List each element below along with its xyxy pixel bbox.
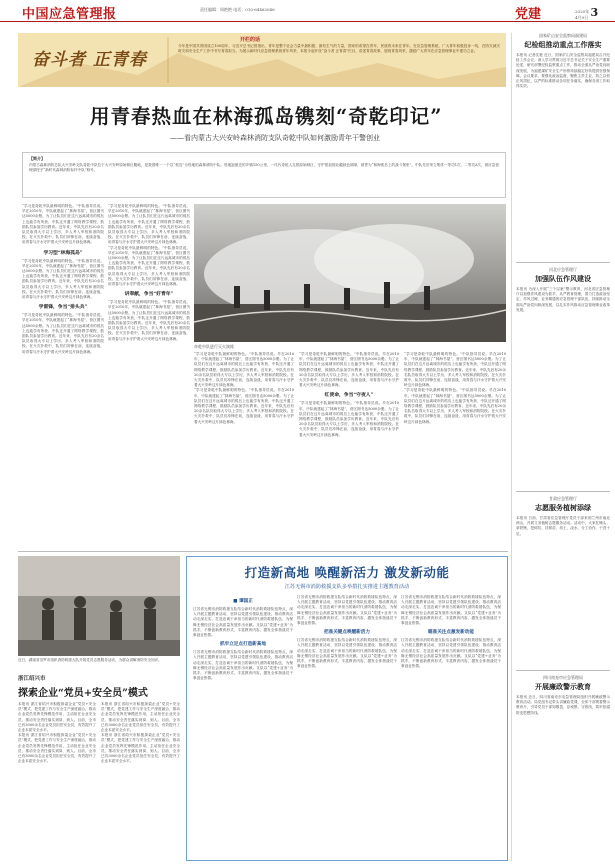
- bottom-headline: 探索企业“党员+安全员”模式: [18, 688, 148, 699]
- lead-headline: 用青春热血在林海孤岛镌刻“奇乾印记”: [90, 105, 443, 128]
- bottom-body-text: 本报讯 浙江省绍兴市积极探索企业“党员+安全员”模式，把党建工作与安全生产深度融合，推动企业党员发挥先锋模范作用，主动担任企业安全员，推动安全责任落实到岗、到人。目前，全市已有3000余名企业党员担任安全员，有效提升了企业本质安全水平。: [101, 733, 180, 764]
- sidebar-text: 本报讯 记者沈艳 近日，国家矿山安全监察局福建局召开纪检工作会议，深入学习贯彻习近平总书记关于安全生产重要论述，研究部署纪检监察重点工作，推动全面从严治党向纵深发展，为福建煤矿安全生产形势持续稳定好转提供坚强保障。会议要求，要强化政治监督，聚焦主责主业，持之以恒正风肃纪，以严的标准推动各项任务落实，确保各项工作取得实效。: [516, 53, 610, 89]
- volunteer-activity-image: [18, 556, 180, 656]
- bottom-column-2: [101, 702, 180, 860]
- lead-body-text: “学习是奇乾中队最鲜明的特色。”中队指导员说。早在2010年，中队就建起了“林海书屋”，营区图书达5000余册。为了让队员们在这片远离城市的孤岛上也能学有所获，中队还开通了网络教学课程，鼓励队员参加学历教育。近年来，中队先后有20余名队员取得大专以上学历，多人考入军校和消防院校。在火灾扑救中，队员们冲锋在前，连续奋战，用青春与汗水守护着大兴安岭这片绿色林海。: [404, 388, 506, 424]
- section-name: 党建: [515, 7, 542, 22]
- sidebar-story: [516, 675, 610, 861]
- sidebar-kicker: 国家矿山安全监察局福建局: [539, 33, 587, 38]
- bottom-kicker: 浙江绍兴市: [18, 676, 46, 682]
- page-number: 3: [590, 6, 599, 19]
- sidebar-story: [516, 267, 610, 487]
- feature-body-text: 江苏省无锡市消防救援支队结合新时代消防救援队伍特点，深入开展主题教育活动，坚持以党建引领队伍建设，推动教育活动走深走实，打造忠诚干净担当的新时代消防救援队伍，为保障无锡经济社会高质量发展作出贡献。支队以“党建+业务”为抓手，不断创新教育形式，丰富教育内容，激发全体指战员干事创业热情。: [297, 638, 397, 669]
- lead-column-5: [404, 352, 506, 548]
- section-divider: [18, 551, 508, 552]
- lead-subtitle: 学习型“林海孤岛”: [43, 249, 83, 256]
- feature-subtitle: 抓牢立足点打造新高地: [220, 642, 266, 648]
- summary-box: [22, 152, 506, 198]
- lead-body-text: “学习是奇乾中队最鲜明的特色。”中队指导员说。早在2010年，中队就建起了“林海书屋”，营区图书达5000余册。为了让队员们在这片远离城市的孤岛上也能学有所获，中队还开通了网络教学课程，鼓励队员参加学历教育。近年来，中队先后有20余名队员取得大专以上学历，多人考入军校和消防院校。在火灾扑救中，队员们冲锋在前，连续奋战，用青春与汗水守护着大兴安岭这片绿色林海。: [404, 352, 506, 388]
- column-title: 奋斗者 正青春: [32, 50, 147, 70]
- feature-headline: 打造新高地 唤醒新活力 激发新动能: [244, 565, 450, 580]
- bottom-body-text: 本报讯 浙江省绍兴市积极探索企业“党员+安全员”模式，把党建工作与安全生产深度融合，推动企业党员发挥先锋模范作用，主动担任企业安全员，推动安全责任落实到岗、到人。目前，全市已有3000余名企业党员担任安全员，有效提升了企业本质安全水平。: [18, 733, 96, 764]
- sidebar-story: [516, 33, 610, 258]
- column-intro: 今年是中国共青团成立100周年，习近平总书记曾指出，青年是整个社会力量中最积极、最有生气的力量，国家的希望在青年，民族的未来在青年。在应急管理系统，广大青年积极投身一线，在防灾减灾救灾和安全生产工作中书写青春担当。为展示新时代应急管理系统青年风采，本报今起开设“奋斗者 正青春”栏目，讲述青春故事，展现青春风采，激励广大青年在应急管理事业中建功立业。: [178, 44, 500, 54]
- sidebar-text: 本报讯 近日，四川省南充市应急管理局组织开展廉政警示教育活动。局党组书记带头讲廉政党课，全体干部观看警示教育片，引导党员干部知敬畏、存戒惧、守底线，筑牢拒腐防变思想防线。: [516, 695, 610, 715]
- sidebar-title: 开展廉政警示教育: [535, 682, 591, 691]
- lead-body-text: “学习是奇乾中队最鲜明的特色。”中队指导员说。早在2010年，中队就建起了“林海书屋”，营区图书达5000余册。为了让队员们在这片远离城市的孤岛上也能学有所获，中队还开通了网络教学课程，鼓励队员参加学历教育。近年来，中队先后有20余名队员取得大专以上学历，多人考入军校和消防院校。在火灾扑救中，队员们冲锋在前，连续奋战，用青春与汗水守护着大兴安岭这片绿色林海。: [22, 258, 104, 300]
- sidebar-divider: [516, 670, 610, 671]
- sidebar-divider: [516, 491, 610, 492]
- lead-body-text: “学习是奇乾中队最鲜明的特色。”中队指导员说。早在2010年，中队就建起了“林海书屋”，营区图书达5000余册。为了让队员们在这片远离城市的孤岛上也能学有所获，中队还开通了网络教学课程，鼓励队员参加学历教育。近年来，中队先后有20余名队员取得大专以上学历，多人考入军校和消防院校。在火灾扑救中，队员们冲锋在前，连续奋战，用青春与汗水守护着大兴安岭这片绿色林海。: [299, 352, 399, 388]
- lead-body-text: “学习是奇乾中队最鲜明的特色。”中队指导员说。早在2010年，中队就建起了“林海书屋”，营区图书达5000余册。为了让队员们在这片远离城市的孤岛上也能学有所获，中队还开通了网络教学课程，鼓励队员参加学历教育。近年来，中队先后有20余名队员取得大专以上学历，多人考入军校和消防院校。在火灾扑救中，队员们冲锋在前，连续奋战，用青春与汗水守护着大兴安岭这片绿色林海。: [22, 313, 104, 354]
- lead-body-text: “学习是奇乾中队最鲜明的特色。”中队指导员说。早在2010年，中队就建起了“林海书屋”，营区图书达5000余册。为了让队员们在这片远离城市的孤岛上也能学有所获，中队还开通了网络教学课程，鼓励队员参加学历教育。近年来，中队先后有20余名队员取得大专以上学历，多人考入军校和消防院校。在火灾扑救中，队员们冲锋在前，连续奋战，用青春与汗水守护着大兴安岭这片绿色林海。: [108, 204, 190, 245]
- lead-body-text: “学习是奇乾中队最鲜明的特色。”中队指导员说。早在2010年，中队就建起了“林海书屋”，营区图书达5000余册。为了让队员们在这片远离城市的孤岛上也能学有所获，中队还开通了网络教学课程，鼓励队员参加学历教育。近年来，中队先后有20余名队员取得大专以上学历，多人考入军校和消防院校。在火灾扑救中，队员们冲锋在前，连续奋战，用青春与汗水守护着大兴安岭这片绿色林海。: [194, 352, 294, 388]
- lead-subtitle: 讲奉献，争当“好青年”: [124, 291, 174, 298]
- summary-label: 【简介】: [29, 156, 45, 161]
- feature-subhead: 江苏无锡市消防救援支队多举措扎实推进主题教育活动: [284, 584, 410, 590]
- page-number-block: [575, 6, 598, 21]
- firefighting-drill-image: [194, 204, 506, 342]
- lead-subtitle: 学雷锋，争当“排头兵”: [38, 304, 88, 311]
- sidebar-kicker: 河北应急管理厅: [549, 267, 577, 272]
- editor-info: 责任编辑：周艳艳 电话：010-64463046: [200, 7, 275, 12]
- lead-column-2: [108, 204, 190, 544]
- feature-body-text: 江苏省无锡市消防救援支队结合新时代消防救援队伍特点，深入开展主题教育活动，坚持以党建引领队伍建设，推动教育活动走深走实，打造忠诚干净担当的新时代消防救援队伍，为保障无锡经济社会高质量发展作出贡献。支队以“党建+业务”为抓手，不断创新教育形式，丰富教育内容，激发全体指战员干事创业热情。: [193, 607, 293, 638]
- lead-subtitle: 红使命，争当“守夜人”: [324, 392, 374, 399]
- lead-column-1: [22, 204, 104, 544]
- lead-column-3: [194, 352, 294, 548]
- feature-body-text: 江苏省无锡市消防救援支队结合新时代消防救援队伍特点，深入开展主题教育活动，坚持以党建引领队伍建设，推动教育活动走深走实，打造忠诚干净担当的新时代消防救援队伍，为保障无锡经济社会高质量发展作出贡献。支队以“党建+业务”为抓手，不断创新教育形式，丰富教育内容，激发全体指战员干事创业热情。: [193, 650, 293, 681]
- lead-column-4: [299, 352, 399, 548]
- sidebar-kicker: 甘肃应急管理厅: [549, 496, 577, 501]
- feature-column-3: [401, 595, 501, 857]
- feature-body-text: 江苏省无锡市消防救援支队结合新时代消防救援队伍特点，深入开展主题教育活动，坚持以党建引领队伍建设，推动教育活动走深走实，打造忠诚干净担当的新时代消防救援队伍，为保障无锡经济社会高质量发展作出贡献。支队以“党建+业务”为抓手，不断创新教育形式，丰富教育内容，激发全体指战员干事创业热情。: [297, 595, 397, 626]
- feature-subtitle: 把准关键点唤醒新活力: [324, 630, 370, 636]
- masthead: [0, 0, 615, 22]
- lead-body-text: “学习是奇乾中队最鲜明的特色。”中队指导员说。早在2010年，中队就建起了“林海书屋”，营区图书达5000余册。为了让队员们在这片远离城市的孤岛上也能学有所获，中队还开通了网络教学课程，鼓励队员参加学历教育。近年来，中队先后有20余名队员取得大专以上学历，多人考入军校和消防院校。在火灾扑救中，队员们冲锋在前，连续奋战，用青春与汗水守护着大兴安岭这片绿色林海。: [194, 388, 294, 424]
- sidebar-story: [516, 496, 610, 666]
- bottom-photo: [18, 556, 180, 656]
- feature-column-2: [297, 595, 397, 857]
- feature-body-text: 江苏省无锡市消防救援支队结合新时代消防救援队伍特点，深入开展主题教育活动，坚持以党建引领队伍建设，推动教育活动走深走实，打造忠诚干净担当的新时代消防救援队伍，为保障无锡经济社会高质量发展作出贡献。支队以“党建+业务”为抓手，不断创新教育形式，丰富教育内容，激发全体指战员干事创业热情。: [401, 638, 501, 669]
- newspaper-logo: 中国应急管理报: [22, 7, 117, 22]
- sidebar-text: 本报讯 为深入开展“三个以案”警示教育，河北省应急管理厅以加强作风建设为抓手，从严教育管理，着力打造政治坚定、作风过硬、业务精通的应急管理干部队伍，持续推动全面从严治党向纵深发展，以扎实作风推动应急管理事业改革发展。: [516, 287, 610, 312]
- lead-body-text: “学习是奇乾中队最鲜明的特色。”中队指导员说。早在2010年，中队就建起了“林海书屋”，营区图书达5000余册。为了让队员们在这片远离城市的孤岛上也能学有所获，中队还开通了网络教学课程，鼓励队员参加学历教育。近年来，中队先后有20余名队员取得大专以上学历，多人考入军校和消防院校。在火灾扑救中，队员们冲锋在前，连续奋战，用青春与汗水守护着大兴安岭这片绿色林海。: [108, 300, 190, 341]
- sidebar-text: 本报讯 日前，甘肃省应急管理厅党员干部来到兰州市南北两山，开展义务植树志愿服务活动。活动中，大家扛锄头、拿铁锹、挖树坑、扶树苗、培土、浇水，分工协作，干劲十足。: [516, 516, 610, 536]
- lead-body-text: “学习是奇乾中队最鲜明的特色。”中队指导员说。早在2010年，中队就建起了“林海书屋”，营区图书达5000余册。为了让队员们在这片远离城市的孤岛上也能学有所获，中队还开通了网络教学课程，鼓励队员参加学历教育。近年来，中队先后有20余名队员取得大专以上学历，多人考入军校和消防院校。在火灾扑救中，队员们冲锋在前，连续奋战，用青春与汗水守护着大兴安岭这片绿色林海。: [22, 204, 104, 245]
- bottom-photo-caption: 近日，湖南省汨罗市组织消防救援大队开展党员志愿服务活动，为群众讲解消防安全知识。: [18, 658, 162, 662]
- feature-box: [186, 556, 508, 861]
- bottom-body-text: 本报讯 浙江省绍兴市积极探索企业“党员+安全员”模式，把党建工作与安全生产深度融合，推动企业党员发挥先锋模范作用，主动担任企业安全员，推动安全责任落实到岗、到人。目前，全市已有3000余名企业党员担任安全员，有效提升了企业本质安全水平。: [101, 702, 180, 733]
- sidebar-title: 纪检组推动重点工作落实: [524, 40, 602, 49]
- lead-photo: [194, 204, 506, 342]
- sidebar-title: 加强队伍作风建设: [535, 274, 591, 283]
- issue-date: 2020年 4月9日: [575, 9, 590, 20]
- feature-subtitle: 瞄准关注点激发新动能: [428, 630, 474, 636]
- lead-subhead: ——看内蒙古大兴安岭森林消防支队奇乾中队如何激励青年干警创业: [170, 134, 380, 142]
- sidebar-divider: [516, 262, 610, 263]
- feature-column-1: [193, 595, 293, 857]
- lead-photo-caption: 奇乾中队进行灭火演练: [194, 344, 234, 349]
- bottom-body-text: 本报讯 浙江省绍兴市积极探索企业“党员+安全员”模式，把党建工作与安全生产深度融合，推动企业党员发挥先锋模范作用，主动担任企业安全员，推动安全责任落实到岗、到人。目前，全市已有3000余名企业党员担任安全员，有效提升了企业本质安全水平。: [18, 702, 96, 733]
- lead-body-text: “学习是奇乾中队最鲜明的特色。”中队指导员说。早在2010年，中队就建起了“林海书屋”，营区图书达5000余册。为了让队员们在这片远离城市的孤岛上也能学有所获，中队还开通了网络教学课程，鼓励队员参加学历教育。近年来，中队先后有20余名队员取得大专以上学历，多人考入军校和消防院校。在火灾扑救中，队员们冲锋在前，连续奋战，用青春与汗水守护着大兴安岭这片绿色林海。: [108, 245, 190, 287]
- feature-byline: ■ 谭国正: [233, 599, 253, 604]
- column-kicker: 开栏的话: [240, 37, 261, 43]
- column-banner: [18, 33, 506, 87]
- bottom-column-1: [18, 702, 96, 860]
- sidebar-title: 志愿服务植树添绿: [535, 503, 591, 512]
- right-sidebar: [516, 33, 610, 861]
- sidebar-kicker: 四川南充市应急管理局: [543, 675, 583, 680]
- summary-text: 内蒙古森林消防总队大兴安岭支队奇乾中队位于大兴安岭原始林区腹地，是我国唯一一个以“孤岛”为驻地的森林消防中队。驻地距最近的乡镇150公里，一代代奇乾人扎根原始林区，守护着祖国北疆绿色屏障，被誉为“林海孤岛上的战斗堡垒”。中队先后荣立集体一等功1次、二等功3次，被应急管理部授予“新时代森林消防标杆中队”称号。: [29, 163, 499, 173]
- column-divider: [511, 33, 512, 861]
- lead-body-text: “学习是奇乾中队最鲜明的特色。”中队指导员说。早在2010年，中队就建起了“林海书屋”，营区图书达5000余册。为了让队员们在这片远离城市的孤岛上也能学有所获，中队还开通了网络教学课程，鼓励队员参加学历教育。近年来，中队先后有20余名队员取得大专以上学历，多人考入军校和消防院校。在火灾扑救中，队员们冲锋在前，连续奋战，用青春与汗水守护着大兴安岭这片绿色林海。: [299, 401, 399, 437]
- feature-body-text: 江苏省无锡市消防救援支队结合新时代消防救援队伍特点，深入开展主题教育活动，坚持以党建引领队伍建设，推动教育活动走深走实，打造忠诚干净担当的新时代消防救援队伍，为保障无锡经济社会高质量发展作出贡献。支队以“党建+业务”为抓手，不断创新教育形式，丰富教育内容，激发全体指战员干事创业热情。: [401, 595, 501, 626]
